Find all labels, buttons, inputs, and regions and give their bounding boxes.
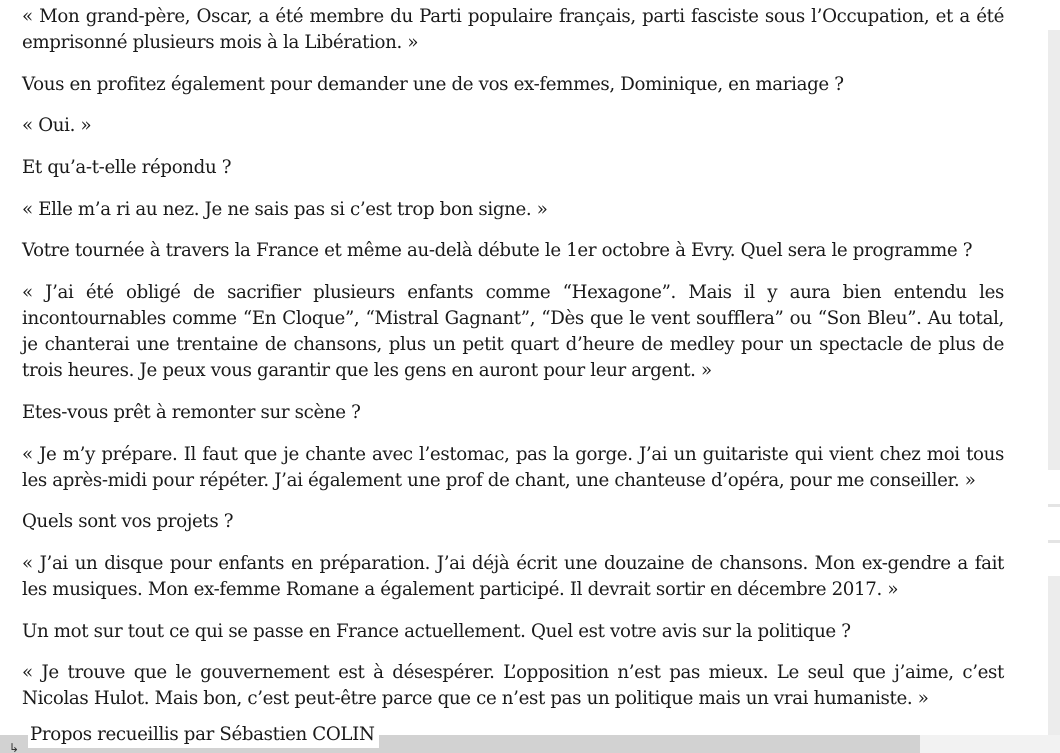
article-body — [22, 4, 1004, 728]
answer-paragraph: « Je trouve que le gouvernement est à désespérer. L’opposition n’est pas mieux. Le seul que j’aime, c’est Nicolas Hulot. Mais bon, c’est peut-être parce que ce n’est pas un politique mais un vrai humaniste. » — [22, 662, 1004, 710]
question-paragraph: Un mot sur tout ce qui se passe en France actuellement. Quel est votre avis sur la politique ? — [22, 620, 851, 642]
scrollbar-divider — [1048, 504, 1060, 507]
answer-paragraph: « Elle m’a ri au nez. Je ne sais pas si c’est trop bon signe. » — [22, 198, 548, 220]
question-paragraph: Quels sont vos projets ? — [22, 511, 234, 533]
question-paragraph: Votre tournée à travers la France et même au-delà débute le 1er octobre à Evry. Quel sera le programme ? — [22, 240, 973, 262]
vertical-scrollbar-lower[interactable] — [1048, 576, 1060, 753]
author-signature: Propos recueillis par Sébastien COLIN — [28, 722, 379, 748]
text-cursor-icon: ↳ — [9, 741, 20, 753]
answer-paragraph: « Oui. » — [22, 115, 92, 137]
answer-paragraph: « Je m’y prépare. Il faut que je chante avec l’estomac, pas la gorge. J’ai un guitariste qui vient chez moi tous les après-midi pour répéter. J’ai également une prof de chant, une chanteuse d’opéra, pour me conseiller. » — [22, 443, 1004, 491]
question-paragraph: Etes-vous prêt à remonter sur scène ? — [22, 401, 361, 423]
question-paragraph: Vous en profitez également pour demander une de vos ex-femmes, Dominique, en mariage ? — [22, 73, 844, 95]
vertical-scrollbar[interactable] — [1048, 30, 1060, 470]
answer-paragraph: « J’ai un disque pour enfants en préparation. J’ai déjà écrit une douzaine de chansons. Mon ex-gendre a fait les musiques. Mon ex-femme Romane a également participé. Il devrait sortir en décembre 2017. » — [22, 552, 1004, 600]
answer-paragraph: « J’ai été obligé de sacrifier plusieurs enfants comme “Hexagone”. Mais il y aura bien entendu les incontournables comme “En Cloque”, “Mistral Gagnant”, “Dès que le vent soufflera” ou “Son Bleu”. Au total, je chanterai une trentaine de chansons, plus un petit quart d’heure de medley pour un spectacle de plus de trois heures. Je peux vous garantir que les gens en auront pour leur argent. » — [22, 282, 1004, 382]
scrollbar-divider — [1048, 540, 1060, 543]
answer-paragraph: « Mon grand-père, Oscar, a été membre du Parti populaire français, parti fasciste sous l’Occupation, et a été emprisonné plusieurs mois à la Libération. » — [22, 6, 1004, 53]
question-paragraph: Et qu’a-t-elle répondu ? — [22, 157, 232, 179]
